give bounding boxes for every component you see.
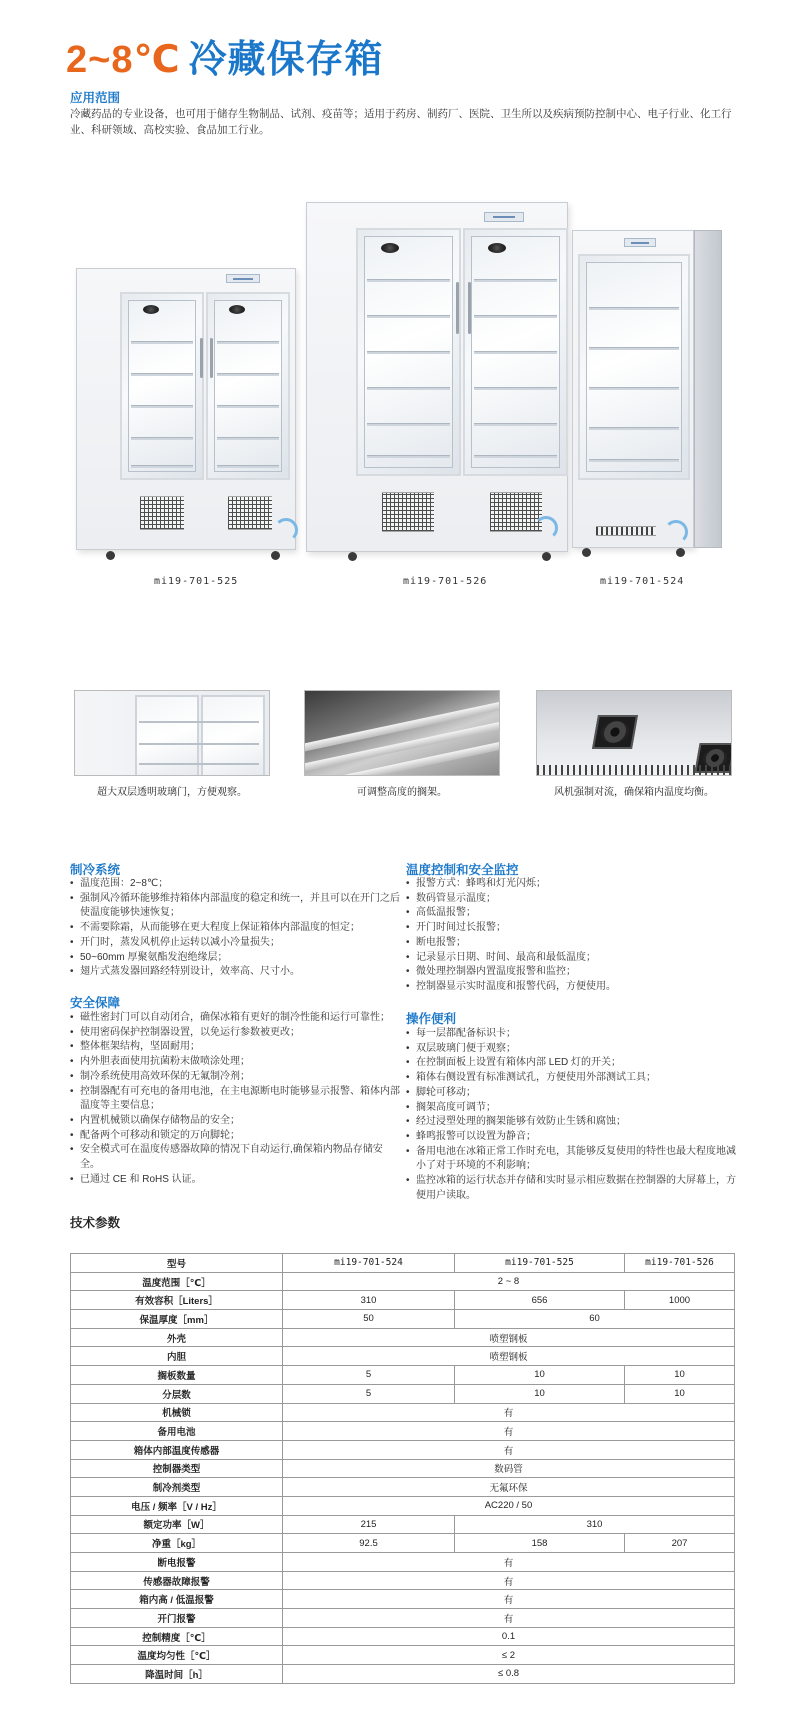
spec-table (70, 1253, 735, 1684)
table-row (71, 1665, 735, 1684)
list-item: • 使用密码保护控制器设置，以免运行参数被更改； (70, 1026, 400, 1041)
table-cell-label: 制冷剂类型 (71, 1478, 283, 1497)
table-row (71, 1328, 735, 1347)
table-row (71, 1403, 735, 1422)
list-item: • 安全模式可在温度传感器故障的情况下自动运行,确保箱内物品存储安全。 (70, 1143, 400, 1172)
list-item: • 50~60mm 厚聚氨酯发泡绝缘层； (70, 951, 400, 966)
fridge-image-526 (306, 202, 568, 564)
table-row (71, 1291, 735, 1310)
table-cell-label: 额定功率［W］ (71, 1515, 283, 1534)
fridge-image-525 (76, 268, 296, 568)
detail-photo-glass-door (74, 690, 270, 776)
table-row (71, 1627, 735, 1646)
table-row (71, 1553, 735, 1572)
list-item: • 搁架高度可调节； (406, 1101, 740, 1116)
list-item: • 监控冰箱的运行状态并存储和实时显示相应数据在控制器的大屏幕上，方便用户读取。 (406, 1174, 740, 1203)
table-cell: 10 (625, 1384, 735, 1403)
table-row (71, 1571, 735, 1590)
table-cell-label: 外壳 (71, 1328, 283, 1347)
list-item: • 断电报警； (406, 936, 740, 951)
table-row (71, 1384, 735, 1403)
list-item: • 制冷系统使用高效环保的无氟制冷剂； (70, 1070, 400, 1085)
table-cell-label: 控制器类型 (71, 1459, 283, 1478)
table-cell-label: 净重［kg］ (71, 1534, 283, 1553)
list-item: • 开门时间过长报警； (406, 921, 740, 936)
list-item: • 温度范围：2~8℃； (70, 877, 400, 892)
table-cell: 有 (283, 1553, 735, 1572)
list-item: • 备用电池在冰箱正常工作时充电，其能够反复使用的特性也最大程度地减小了对于环境的不利影响； (406, 1145, 740, 1174)
table-cell: 0.1 (283, 1627, 735, 1646)
list-item: • 脚轮可移动； (406, 1086, 740, 1101)
model-label-524: mi19-701-524 (600, 576, 685, 587)
safety-heading: 安全保障 (70, 996, 121, 1010)
table-cell: 215 (283, 1515, 455, 1534)
list-item: • 微处理控制器内置温度报警和监控； (406, 965, 740, 980)
application-text: 冷藏药品的专业设备，也可用于储存生物制品、试剂、疫苗等；适用于药房、制药厂、医院、卫生所以及疾病预防控制中心、电子行业、化工行业、科研领域、高校实验、食品加工行业。 (70, 108, 732, 136)
title-name: 冷藏保存箱 (188, 39, 384, 81)
table-cell-label: 箱体内部温度传感器 (71, 1440, 283, 1459)
model-label-525: mi19-701-525 (154, 576, 239, 587)
table-row (71, 1534, 735, 1553)
list-item: • 翅片式蒸发器回路经特别设计，效率高、尺寸小。 (70, 965, 400, 980)
table-cell: ≤ 0.8 (283, 1665, 735, 1684)
list-item: • 强制风冷循环能够维持箱体内部温度的稳定和统一，并且可以在开门之后使温度能够快速恢复； (70, 892, 400, 921)
table-row (71, 1366, 735, 1385)
list-item: • 每一层都配备标识卡； (406, 1027, 740, 1042)
list-item: • 已通过 CE 和 RoHS 认证。 (70, 1173, 400, 1188)
table-cell: 无氟环保 (283, 1478, 735, 1497)
table-cell: 50 (283, 1310, 455, 1329)
list-item: • 高低温报警； (406, 906, 740, 921)
list-item: • 在控制面板上设置有箱体内部 LED 灯的开关； (406, 1056, 740, 1071)
table-cell: 有 (283, 1403, 735, 1422)
table-row (71, 1478, 735, 1497)
fridge-image-524 (572, 230, 724, 562)
table-cell: 207 (625, 1534, 735, 1553)
table-cell-label: 备用电池 (71, 1422, 283, 1441)
table-header-row (71, 1254, 735, 1273)
table-cell-label: 温度均匀性［℃］ (71, 1646, 283, 1665)
list-item: • 内置机械锁以确保存储物品的安全； (70, 1114, 400, 1129)
refrigeration-list (70, 877, 400, 980)
detail-caption-fan: 风机强制对流，确保箱内温度均衡。 (554, 787, 714, 798)
table-cell: ≤ 2 (283, 1646, 735, 1665)
list-item: • 内外胆表面使用抗菌粉末做喷涂处理； (70, 1055, 400, 1070)
table-cell-label: 断电报警 (71, 1553, 283, 1572)
table-row (71, 1347, 735, 1366)
table-cell: 数码管 (283, 1459, 735, 1478)
table-cell-label: 电压 / 频率［V / Hz］ (71, 1496, 283, 1515)
list-item: • 蜂鸣报警可以设置为静音； (406, 1130, 740, 1145)
safety-list (70, 1011, 400, 1187)
control-heading: 温度控制和安全监控 (406, 863, 519, 877)
table-cell: 有 (283, 1422, 735, 1441)
table-cell-label: 搁板数量 (71, 1366, 283, 1385)
page-title (66, 28, 384, 83)
control-list (406, 877, 740, 995)
table-cell-label: 降温时间［h］ (71, 1665, 283, 1684)
table-cell: 2 ~ 8 (283, 1272, 735, 1291)
operation-list (406, 1027, 740, 1203)
list-item: • 控制器配有可充电的备用电池，在主电源断电时能够显示报警、箱体内部温度等主要信息； (70, 1085, 400, 1114)
list-item: • 整体框架结构，坚固耐用； (70, 1040, 400, 1055)
table-cell: AC220 / 50 (283, 1496, 735, 1515)
table-header-model: mi19-701-524 (283, 1254, 455, 1273)
table-cell-label: 控制精度［℃］ (71, 1627, 283, 1646)
table-header-model: mi19-701-526 (625, 1254, 735, 1273)
table-cell: 10 (455, 1366, 625, 1385)
table-row (71, 1310, 735, 1329)
table-header-label: 型号 (71, 1254, 283, 1273)
table-row (71, 1440, 735, 1459)
table-cell-label: 有效容积［Liters］ (71, 1291, 283, 1310)
table-row (71, 1609, 735, 1628)
table-cell-label: 内胆 (71, 1347, 283, 1366)
spec-title: 技术参数 (70, 1216, 121, 1230)
refrigeration-heading: 制冷系统 (70, 863, 121, 877)
table-cell: 158 (455, 1534, 625, 1553)
table-row (71, 1272, 735, 1291)
detail-photo-fan (536, 690, 732, 776)
detail-caption-glass-door: 超大双层透明玻璃门，方便观察。 (97, 787, 247, 798)
table-cell-label: 保温厚度［mm］ (71, 1310, 283, 1329)
table-cell: 有 (283, 1440, 735, 1459)
list-item: • 磁性密封门可以自动闭合，确保冰箱有更好的制冷性能和运行可靠性； (70, 1011, 400, 1026)
table-cell: 92.5 (283, 1534, 455, 1553)
table-cell-label: 分层数 (71, 1384, 283, 1403)
list-item: • 数码管显示温度； (406, 892, 740, 907)
table-cell-label: 传感器故障报警 (71, 1571, 283, 1590)
table-cell: 5 (283, 1366, 455, 1385)
list-item: • 双层玻璃门便于观察； (406, 1042, 740, 1057)
table-cell-label: 温度范围［℃］ (71, 1272, 283, 1291)
list-item: • 经过浸塑处理的搁架能够有效防止生锈和腐蚀； (406, 1115, 740, 1130)
table-cell: 有 (283, 1609, 735, 1628)
list-item: • 配备两个可移动和锁定的万向脚轮； (70, 1129, 400, 1144)
table-cell: 10 (625, 1366, 735, 1385)
table-cell: 60 (455, 1310, 735, 1329)
table-row (71, 1515, 735, 1534)
table-cell: 310 (455, 1515, 735, 1534)
table-cell-label: 开门报警 (71, 1609, 283, 1628)
table-cell: 有 (283, 1590, 735, 1609)
table-row (71, 1590, 735, 1609)
table-row (71, 1496, 735, 1515)
table-row (71, 1422, 735, 1441)
list-item: • 箱体右侧设置有标准测试孔，方便使用外部测试工具； (406, 1071, 740, 1086)
list-item: • 记录显示日期、时间、最高和最低温度； (406, 951, 740, 966)
table-header-model: mi19-701-525 (455, 1254, 625, 1273)
table-row (71, 1646, 735, 1665)
table-row (71, 1459, 735, 1478)
table-cell: 喷塑钢板 (283, 1328, 735, 1347)
model-label-526: mi19-701-526 (403, 576, 488, 587)
detail-photo-shelf (304, 690, 500, 776)
table-cell: 有 (283, 1571, 735, 1590)
table-cell: 喷塑钢板 (283, 1347, 735, 1366)
list-item: • 控制器显示实时温度和报警代码，方便使用。 (406, 980, 740, 995)
operation-heading: 操作便利 (406, 1012, 457, 1026)
table-cell: 1000 (625, 1291, 735, 1310)
table-cell: 5 (283, 1384, 455, 1403)
title-range: 2~8℃ (66, 39, 181, 81)
list-item: • 不需要除霜，从而能够在更大程度上保证箱体内部温度的恒定； (70, 921, 400, 936)
table-cell-label: 机械锁 (71, 1403, 283, 1422)
application-heading: 应用范围 (70, 91, 121, 105)
table-cell: 10 (455, 1384, 625, 1403)
list-item: • 报警方式：蜂鸣和灯光闪烁； (406, 877, 740, 892)
list-item: • 开门时，蒸发风机停止运转以减小冷量损失； (70, 936, 400, 951)
table-cell: 310 (283, 1291, 455, 1310)
detail-caption-shelf: 可调整高度的搁架。 (357, 787, 447, 798)
table-cell: 656 (455, 1291, 625, 1310)
table-cell-label: 箱内高 / 低温报警 (71, 1590, 283, 1609)
